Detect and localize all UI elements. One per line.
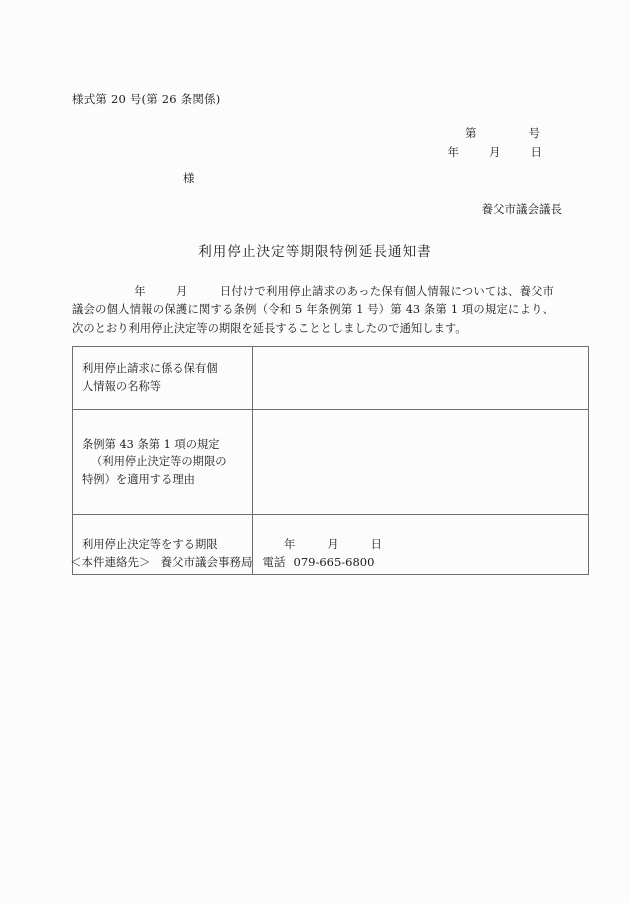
row-label-retained-info-name — [73, 347, 253, 410]
form-number: 様式第 20 号(第 26 条関係) — [72, 92, 221, 106]
contact-office: 養父市議会事務局 — [160, 555, 253, 569]
deadline-day-label: 日 — [370, 537, 382, 551]
date-day-blank — [542, 143, 562, 162]
document-number-row — [330, 124, 562, 143]
contact-phone-number: 079-665-6800 — [293, 555, 375, 569]
body-date-month: 月 — [175, 285, 188, 298]
document-date-row — [330, 143, 562, 162]
table-row — [73, 347, 589, 410]
document-number-suffix: 号 — [528, 126, 540, 140]
document-number-trailing-space — [540, 124, 562, 143]
row-value-reason-for-extension[interactable] — [253, 410, 589, 515]
addressee-honorific: 様 — [183, 171, 195, 185]
row-label-reason-for-extension — [73, 410, 253, 515]
body-paragraph — [72, 283, 554, 338]
document-number-blank — [477, 124, 529, 143]
label-line: 人情報の名称等 — [82, 380, 162, 393]
date-month-blank — [501, 143, 531, 162]
date-day-label: 日 — [530, 145, 542, 159]
document-number-prefix: 第 — [465, 126, 477, 140]
notice-detail-table — [72, 346, 589, 575]
date-year-blank — [459, 143, 489, 162]
body-line-2: 会の個人情報の保護に関する条例（令和 5 年条例第 1 号）第 43 条第 1 項の規定により、次 — [72, 303, 554, 335]
contact-phone-label: 電話 — [262, 555, 286, 569]
label-line: （利用停止決定等の期限の — [91, 455, 227, 469]
issuer-name: 養父市議会議長 — [481, 202, 562, 216]
label-line: 特例）を適用する理由 — [82, 472, 195, 486]
body-line-3: のとおり利用停止決定等の期限を延長することとしましたので通知します。 — [83, 321, 467, 335]
contact-prefix: ＜本件連絡先＞ — [70, 555, 151, 569]
date-month-label: 月 — [489, 145, 501, 159]
body-date-year: 年 — [134, 285, 146, 298]
document-title: 利用停止決定等期限特例延長通知書 — [198, 244, 432, 260]
date-year-label: 年 — [447, 145, 459, 159]
table-row — [73, 410, 589, 515]
label-line: 利用停止決定等をする期限 — [82, 537, 218, 551]
row-value-retained-info-name[interactable] — [253, 347, 589, 410]
document-meta-block — [330, 124, 562, 162]
contact-line — [70, 554, 374, 570]
label-line: 利用停止請求に係る保有個 — [82, 362, 218, 376]
body-line-1: 日付けで利用停止請求のあった保有個人情報については、養父市議 — [72, 285, 554, 317]
label-line: 条例第 43 条第 1 項の規定 — [82, 437, 220, 451]
deadline-year-label: 年 — [284, 537, 296, 551]
deadline-month-label: 月 — [327, 537, 339, 551]
